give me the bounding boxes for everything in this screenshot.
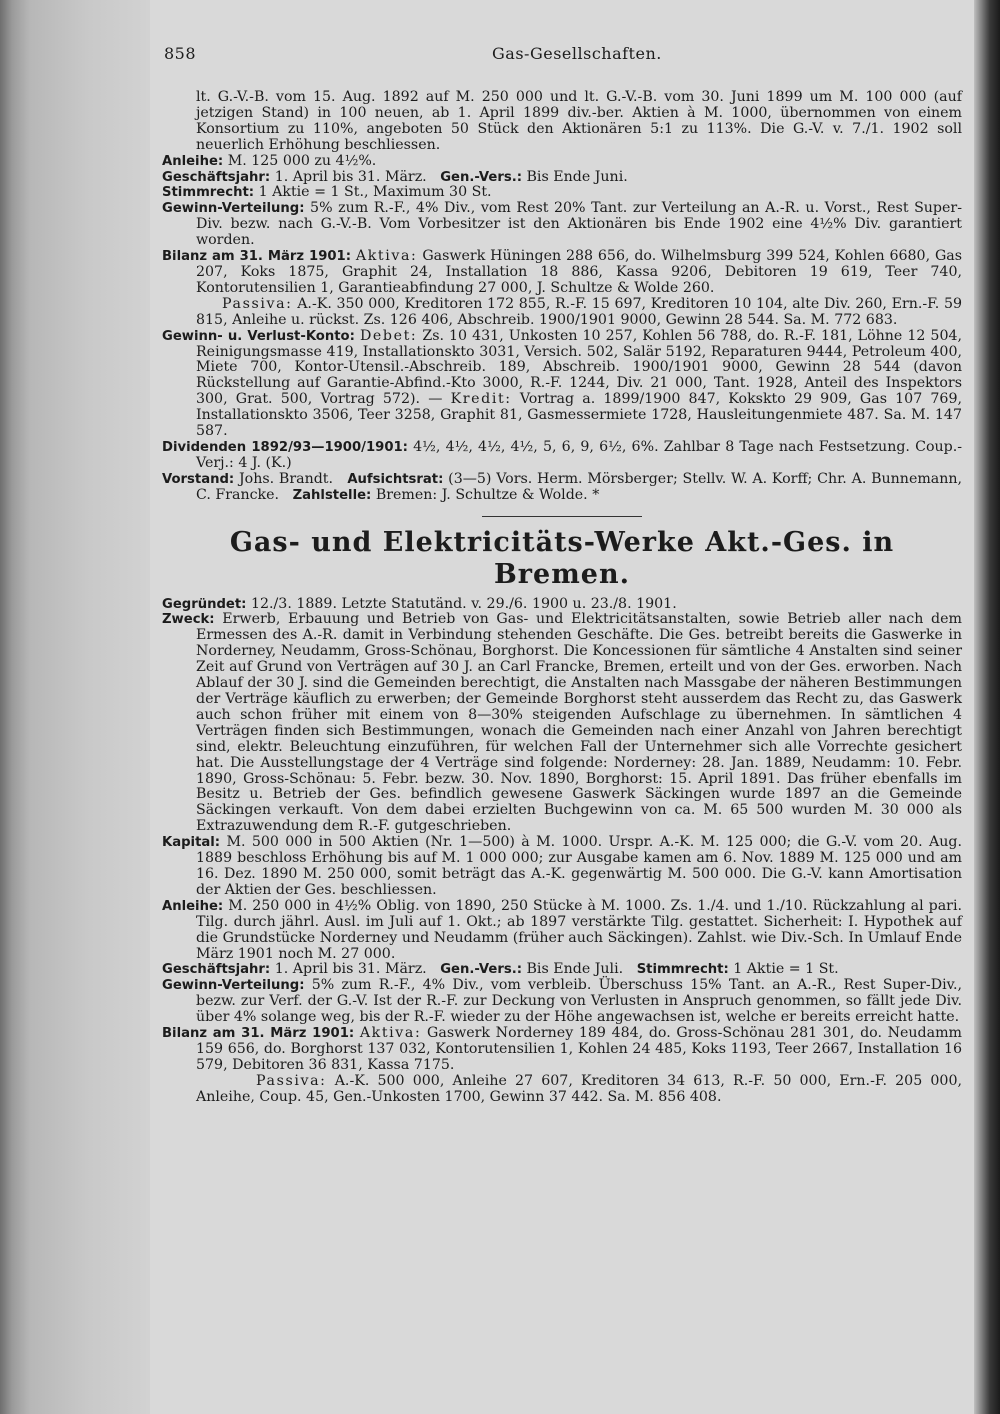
section-divider: [482, 516, 642, 517]
entry-text: Bis Ende Juli.: [526, 961, 624, 978]
entry-label: Geschäftsjahr:: [162, 962, 271, 978]
entry-gegruendet: [162, 597, 962, 613]
entry-gewinn-verlust: [162, 329, 962, 440]
entry-dividenden: [162, 440, 962, 472]
entry-label: Zweck:: [162, 612, 215, 628]
entry-text: Vortrag a. 1899/1900 847, Kokskto 29 909, Gas 107 769, Installationskto 3506, Teer 3258, Graphit 81, Gasmessermiete 1728, Hausleitungenmiete 487. Sa. M. 147 587.: [196, 391, 962, 440]
entry-zweck: [162, 612, 962, 835]
entry-text: M. 250 000 in 4½% Oblig. von 1890, 250 Stücke à M. 1000. Zs. 1./4. und 1./10. Rückzahlung al pari. Tilg. durch jährl. Ausl. im Juli auf 1. Okt.; ab 1897 verstärkte Tilg. gestattet. Sicherheit: I. Hypothek auf die Grundstücke Norderney und Neudamm (früher auch Säckingen). Zahlst. wie Div.-Sch. In Umlauf Ende März 1901 noch M. 27 000.: [196, 897, 962, 962]
entry-vorstand: [162, 472, 962, 504]
entry-label: Bilanz am 31. März 1901:: [162, 1026, 355, 1042]
entry-text: Johs. Brandt.: [238, 470, 334, 487]
entry-text: (3—5) Vors. Herm. Mörsberger; Stellv. W. A. Korff; Chr. A. Bunnemann, C. Francke.: [196, 470, 963, 503]
aktiva-word: Aktiva:: [359, 1025, 422, 1042]
entry-text: Erwerb, Erbauung und Betrieb von Gas- und Elektricitätsanstalten, sowie Betrieb aller nach dem Ermessen des A.-R. damit in Verbindung stehenden Geschäfte. Die Ges. betreibt bereits die Gaswerke in Norderney, Neudamm, Gross-Schönau, Borghorst. Die Koncessionen für sämtliche 4 Anstalten sind seiner Zeit auf Grund von Verträgen auf 30 J. an Carl Francke, Bremen, erteilt und von der Ges. erworben. Nach Ablauf der 30 J. sind die Gemeinden berechtigt, die Anstalten nach Massgabe der näheren Bestimmungen der Verträge käuflich zu erwerben; der Gemeinde Borghorst steht ausserdem das Recht zu, das Gaswerk auch schon früher mit einem von 8—30% steigenden Aufschlage zu übernehmen. In sämtlichen 4 Verträgen finden sich Bestimmungen, wonach die Gemeinden nach einer Anzahl von Jahren berechtigt sind, elektr. Beleuchtung einzuführen, für welchen Fall der Unternehmer sich alle Vorrechte gesichert hat. Die Ausstellungstage der 4 Verträge sind folgende: Norderney: 28. Jan. 1889, Neudamm: 10. Febr. 1890, Gross-Schönau: 5. Febr. bezw. 30. Nov. 1890, Borghorst: 15. April 1891. Das früher ebenfalls im Besitz u. Betrieb der Ges. befindlich gewesene Gaswerk Säckingen wurde 1897 an die Gemeinde Säckingen verkauft. Von dem dabei erzielten Buchgewinn von ca. M. 65 500 wurden M. 30 000 als Extrazuwendung dem R.-F. gutgeschrieben.: [196, 611, 962, 835]
book-spine-shadow: [0, 0, 150, 1414]
entry-text: A.-K. 500 000, Anleihe 27 607, Kreditoren 34 613, R.-F. 50 000, Ern.-F. 205 000, Anleihe, Coup. 45, Gen.-Unkosten 1700, Gewinn 37 442. Sa. M. 856 408.: [196, 1072, 962, 1105]
entry-text: Bis Ende Juni.: [526, 168, 628, 185]
entry-bilanz: [162, 249, 962, 297]
entry-kapital: [162, 835, 962, 899]
entry-label: Aufsichtsrat:: [347, 471, 444, 487]
entry-label: Zahlstelle:: [292, 487, 372, 503]
entry-label: Vorstand:: [162, 471, 235, 487]
entry-gewinn-verteilung-2: [162, 978, 962, 1026]
entry-anleihe-2: [162, 899, 962, 963]
running-title: Gas-Gesellschaften.: [492, 44, 662, 63]
entry-text: Zs. 10 431, Unkosten 10 257, Kohlen 56 788, do. R.-F. 181, Löhne 12 504, Reinigungsmasse 419, Installationskto 3031, Versich. 502, Salär 5192, Reparaturen 9444, Petroleum 400, Miete 700, Kontor-Utensil.-Abschreib. 189, Abschreib. 1900/1901 9000, Gewinn 28 544 (davon Rückstellung auf Garantie-Abfind.-Kto 3000, R.-F. 1244, Div. 21 000, Tant. 1928, Anteil des Inspektors 300, Grat. 500, Vortrag 572). —: [196, 327, 963, 408]
entry-label: Gewinn- u. Verlust-Konto:: [162, 328, 355, 344]
entry-text: M. 125 000 zu 4½%.: [227, 152, 377, 169]
entry-text: A.-K. 350 000, Kreditoren 172 855, R.-F. 15 697, Kreditoren 10 104, alte Div. 260, Ern.-F. 59 815, Anleihe u. rückst. Zs. 126 406, Abschreib. 1900/1901 9000, Gewinn 28 544. Sa. M. 772 683.: [196, 295, 963, 328]
page-edge-shadow: [974, 0, 1000, 1414]
entry-geschaeftsjahr: [162, 170, 962, 186]
entry-bilanz-passiva-2: [162, 1074, 962, 1106]
entry-label: Gen.-Vers.:: [440, 962, 522, 978]
entry-text: M. 500 000 in 500 Aktien (Nr. 1—500) à M. 1000. Urspr. A.-K. M. 125 000; die G.-V. vom 20. Aug. 1889 beschloss Erhöhung bis auf M. 1 000 000; zur Ausgabe kamen am 6. Nov. 1889 M. 125 000 und am 16. Dez. 1890 M. 250 000, somit beträgt das A.-K. gegenwärtig M. 500 000. Die G.-V. kann Amortisation der Aktien der Ges. beschliessen.: [196, 834, 962, 898]
entry-bilanz-passiva: [162, 297, 962, 329]
entry-label: Stimmrecht:: [636, 962, 729, 978]
entry-text: 5% zum R.-F., 4% Div., vom Rest 20% Tant. zur Verteilung an A.-R. u. Vorst., Rest Super-Div. bezw. nach G.-V.-B. Vom Vorbesitzer ist den Aktionären bis Ende 1902 eine 4½% Div. garantiert worden.: [196, 200, 962, 249]
entry-label: Gewinn-Verteilung:: [162, 978, 305, 994]
entry-anleihe: [162, 154, 962, 170]
passiva-word: Passiva:: [256, 1072, 327, 1089]
text-column: [162, 90, 962, 1106]
entry-label: Gegründet:: [162, 596, 247, 612]
kredit-word: Kredit:: [450, 391, 512, 408]
aktiva-word: Aktiva:: [355, 248, 418, 265]
capital-continuation-text: lt. G.-V.-B. vom 15. Aug. 1892 auf M. 250 000 und lt. G.-V.-B. vom 30. Juni 1899 um M. 100 000 (auf jetzigen Stand) in 100 neuen, ab 1. April 1899 div.-ber. Aktien à M. 1000, übernommen von einem Konsortium zu 110%, angeboten 50 Stück den Aktionären 5:1 zu 113%. Die G.-V. v. 7./1. 1902 soll neuerlich Erhöhung beschliessen.: [196, 89, 962, 153]
debet-word: Debet:: [359, 327, 418, 344]
entry-text: 1 Aktie = 1 St., Maximum 30 St.: [258, 184, 492, 201]
entry-label: Geschäftsjahr:: [162, 169, 271, 185]
entry-text: Gaswerk Hüningen 288 656, do. Wilhelmsburg 399 524, Kohlen 6680, Gas 207, Koks 1875, Graphit 24, Installation 18 886, Kassa 9206, Debitoren 19 619, Teer 740, Kontorutensilien 1, Garantieabfindung 27 000, J. Schultze & Wolde 260.: [196, 248, 963, 296]
entry-text: 1. April bis 31. März.: [274, 961, 427, 978]
company-heading: Gas- und Elektricitäts-Werke Akt.-Ges. in Bremen.: [229, 526, 895, 590]
entry-stimmrecht: [162, 185, 962, 201]
entry-text: 12./3. 1889. Letzte Statutänd. v. 29./6. 1900 u. 23./8. 1901.: [250, 595, 677, 612]
entry-gewinn-verteilung: [162, 201, 962, 249]
entry-label: Bilanz am 31. März 1901:: [162, 249, 352, 265]
entry-text: 1. April bis 31. März.: [274, 168, 427, 185]
entry-bilanz-2: [162, 1026, 962, 1074]
book-page: [150, 0, 974, 1414]
entry-text: Gaswerk Norderney 189 484, do. Gross-Schönau 281 301, do. Neudamm 159 656, do. Borghorst 137 032, Kontorutensilien 1, Kohlen 24 485, Koks 1193, Teer 2667, Installation 16 579, Debitoren 36 831, Kassa 7175.: [196, 1025, 963, 1073]
entry-label: Gen.-Vers.:: [440, 169, 522, 185]
entry-label: Gewinn-Verteilung:: [162, 201, 305, 217]
entry-label: Dividenden 1892/93—1900/1901:: [162, 439, 408, 455]
entry-text: 5% zum R.-F., 4% Div., vom verbleib. Überschuss 15% Tant. an A.-R., Rest Super-Div., bezw. zur Verf. der G.-V. Ist der R.-F. zur Deckung von Verlusten in Anspruch genommen, so fällt jede Div. über 4% solange weg, bis der R.-F. wieder zu der Höhe angewachsen ist, welche er bereits erreicht hatte.: [196, 977, 962, 1026]
entry-label: Anleihe:: [162, 153, 224, 169]
entry-text: 4½, 4½, 4½, 4½, 5, 6, 9, 6½, 6%. Zahlbar 8 Tage nach Festsetzung. Coup.-Verj.: 4 J. (K.): [196, 438, 963, 471]
entry-label: Anleihe:: [162, 898, 224, 914]
passiva-word: Passiva:: [222, 295, 293, 312]
page-number: 858: [164, 44, 197, 63]
capital-continuation: [162, 90, 962, 154]
entry-text: 1 Aktie = 1 St.: [733, 961, 839, 978]
entry-geschaeftsjahr-2: [162, 962, 962, 978]
entry-text: Bremen: J. Schultze & Wolde. *: [375, 486, 600, 503]
entry-label: Stimmrecht:: [162, 185, 255, 201]
entry-label: Kapital:: [162, 835, 221, 851]
